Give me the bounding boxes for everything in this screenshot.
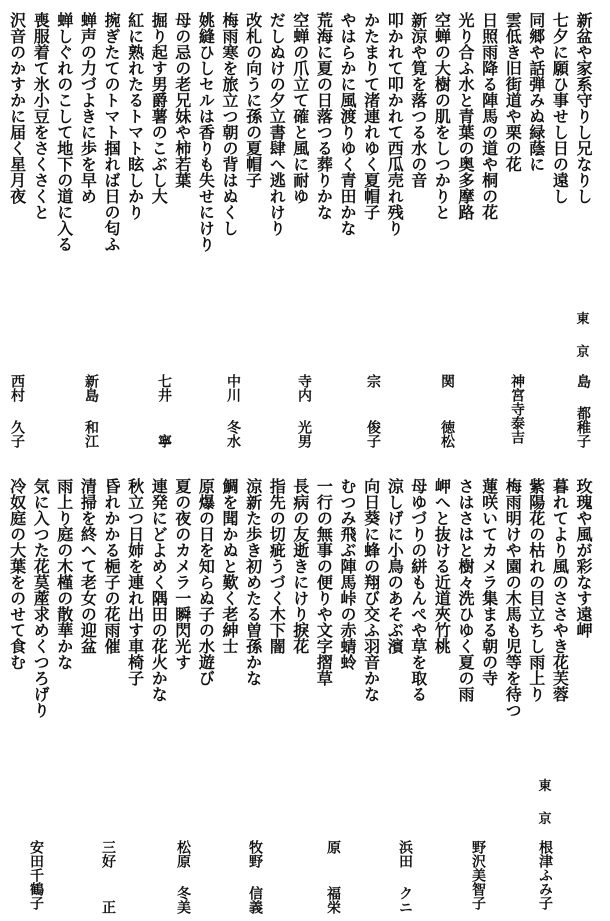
haiku-column: 一行の無事の便りや文字摺草 xyxy=(314,478,334,686)
author-name xyxy=(99,840,117,914)
haiku-column: 七夕に願ひ事せし日の遠し xyxy=(550,12,570,204)
author-surname: 牧野 xyxy=(247,840,263,868)
haiku-column: 清掃を終へて老女の迎盆 xyxy=(78,478,98,654)
author-given-name: 寧 xyxy=(156,434,172,448)
haiku-column: 母の忌の老兄妹や柿若葉 xyxy=(172,12,192,188)
prefecture-label xyxy=(536,775,554,827)
haiku-column: 新涼や筧を落つる水の音 xyxy=(408,12,428,188)
author-given-name: 徳松 xyxy=(439,420,455,448)
author-given-name: 正 xyxy=(100,900,116,914)
author-surname: 野沢美智子 xyxy=(470,840,486,910)
haiku-column: 沢音のかすかに届く星月夜 xyxy=(7,12,27,204)
haiku-column: 鯛を聞かぬと歎く老紳士 xyxy=(220,478,239,654)
haiku-column: 涼しげに小鳥のあそぶ濱 xyxy=(385,478,405,654)
haiku-column: 蝉声の力づよきに歩を早め xyxy=(78,12,98,204)
prefecture-char: 東 xyxy=(538,779,552,794)
haiku-column: 荒海に夏の日落つる葬りかな xyxy=(314,12,334,220)
haiku-column: 空蝉の大樹の肌をしつかりと xyxy=(432,12,452,220)
author-surname: 宗 xyxy=(365,374,381,388)
prefecture-char: 京 xyxy=(576,345,590,360)
author-surname: 浜田 xyxy=(397,840,413,868)
haiku-column: 雲低き旧街道や栗の花 xyxy=(503,12,523,172)
haiku-column: 気に入つた花茣蓙求めくつろげり xyxy=(31,478,51,718)
author-given-name: 光男 xyxy=(296,420,312,448)
haiku-column: だしぬけの夕立書肆へ逃れけり xyxy=(267,12,287,236)
haiku-column: 涼新た歩き初めたる曽孫かな xyxy=(243,478,263,686)
haiku-column: 同郷や話弾みぬ緑蔭に xyxy=(526,12,546,172)
haiku-column: やはらかに風渡りゆく青田かな xyxy=(338,12,357,236)
haiku-column: 姚縫ひしセルは香りも失せにけり xyxy=(196,12,216,252)
author-given-name: 冬水 xyxy=(225,420,241,448)
author-surname: 三好 xyxy=(100,840,116,868)
author-name xyxy=(224,374,242,448)
author-surname: 寺内 xyxy=(296,374,312,402)
author-surname: 原 xyxy=(325,840,341,854)
haiku-column: 紅に熟れたるトマト眩しかり xyxy=(125,12,145,220)
haiku-column: 昏れかかる梔子の花雨催 xyxy=(102,478,121,654)
author-name xyxy=(82,374,100,448)
haiku-column: 光り合ふ水と青葉の奥多摩路 xyxy=(456,12,475,220)
haiku-column: 雨上り庭の木槿の散華かな xyxy=(54,478,74,670)
author-name xyxy=(536,840,554,914)
haiku-column: 向日葵に蜂の翔び交ふ羽音かな xyxy=(361,478,381,702)
haiku-column: 紫陽花の枯れの目立ちし雨上り xyxy=(526,478,546,702)
prefecture-label xyxy=(574,308,592,360)
haiku-column: 梅雨寒を旅立つ朝の背はぬくし xyxy=(220,12,239,236)
prefecture-char: 東 xyxy=(576,312,590,327)
haiku-column: 岬へと抜ける近道夾竹桃 xyxy=(432,478,452,654)
author-name xyxy=(438,374,456,448)
haiku-column: むつみ飛ぶ陣馬峠の赤蜻蛉 xyxy=(338,478,357,670)
author-name xyxy=(155,374,173,448)
author-given-name: 和江 xyxy=(83,420,99,448)
haiku-column: 秋立つ日姉を連れ出す車椅子 xyxy=(125,478,145,686)
haiku-column: 母ゆづりの絣もんぺや草を取る xyxy=(408,478,428,702)
haiku-column: 日照雨降る陣馬の道や桐の花 xyxy=(479,12,499,220)
author-surname: 西村 xyxy=(9,374,25,402)
haiku-column: かたまりて渚連れゆく夏帽子 xyxy=(361,12,381,220)
author-surname: 七井 xyxy=(156,374,172,402)
haiku-column: 掘り起す男爵薯のこぶし大 xyxy=(149,12,169,204)
haiku-column: 玫瑰や風が彩なす遠岬 xyxy=(574,478,593,638)
haiku-column: 長病の友逝きにけり捩花 xyxy=(290,478,310,654)
author-surname: 神宮寺泰吉 xyxy=(509,374,525,444)
author-name xyxy=(246,840,264,914)
author-name xyxy=(508,374,526,448)
author-name xyxy=(469,840,487,914)
author-surname: 安田千鶴子 xyxy=(28,840,44,910)
haiku-column: 冷奴庭の大葉をのせて食む xyxy=(7,478,27,670)
author-surname: 松原 xyxy=(175,840,191,868)
author-surname: 根津ふみ子 xyxy=(537,840,553,910)
haiku-column: 空蝉の爪立て確と風に耐ゆ xyxy=(290,12,310,204)
haiku-column: 梅雨明けや園の木馬も児等を待つ xyxy=(503,478,523,718)
author-given-name: 久子 xyxy=(9,420,25,448)
haiku-column: 叩かれて叩かれて西瓜売れ残り xyxy=(385,12,405,236)
prefecture-char: 京 xyxy=(538,812,552,827)
haiku-column: 指先の切疵うづく木下闇 xyxy=(267,478,287,654)
author-given-name: 冬美 xyxy=(175,886,191,914)
haiku-column: 夏の夜のカメラ一瞬閃光す xyxy=(172,478,192,670)
author-given-name: 俊子 xyxy=(365,420,381,448)
haiku-column: 暮れてより風のささやき花芙蓉 xyxy=(550,478,570,702)
author-name xyxy=(324,840,342,914)
author-given-name: 都稚子 xyxy=(575,406,591,448)
haiku-column: 喪服着て氷小豆をさくさくと xyxy=(31,12,51,220)
author-name xyxy=(396,840,414,914)
haiku-column: さはさはと樹々洗ひゆく夏の雨 xyxy=(456,478,475,702)
author-given-name: 福栄 xyxy=(325,886,341,914)
author-name xyxy=(8,374,26,448)
author-surname: 新島 xyxy=(83,374,99,402)
author-name xyxy=(174,840,192,914)
haiku-column: 蝉しぐれのこして地下の道に入る xyxy=(54,12,74,252)
author-given-name: 信義 xyxy=(247,886,263,914)
author-surname: 中川 xyxy=(225,374,241,402)
haiku-column: 蓮咲いてカメラ集まる朝の寺 xyxy=(479,478,499,686)
author-given-name: クニ xyxy=(397,886,413,914)
haiku-column: 連発にどよめく隅田の花火かな xyxy=(149,478,169,702)
author-name xyxy=(295,374,313,448)
haiku-column: 捥ぎたてのトマト掴れば日の匂ふ xyxy=(102,12,121,252)
author-surname: 島 xyxy=(575,374,591,388)
author-name xyxy=(27,840,45,914)
haiku-column: 改札の向うに孫の夏帽子 xyxy=(243,12,263,188)
haiku-column: 原爆の日を知らぬ子の水遊び xyxy=(196,478,216,686)
author-surname: 関 xyxy=(439,374,455,388)
author-name xyxy=(574,374,592,448)
haiku-column: 新盆や家系守りし兄なりし xyxy=(574,12,593,204)
author-name xyxy=(364,374,382,448)
